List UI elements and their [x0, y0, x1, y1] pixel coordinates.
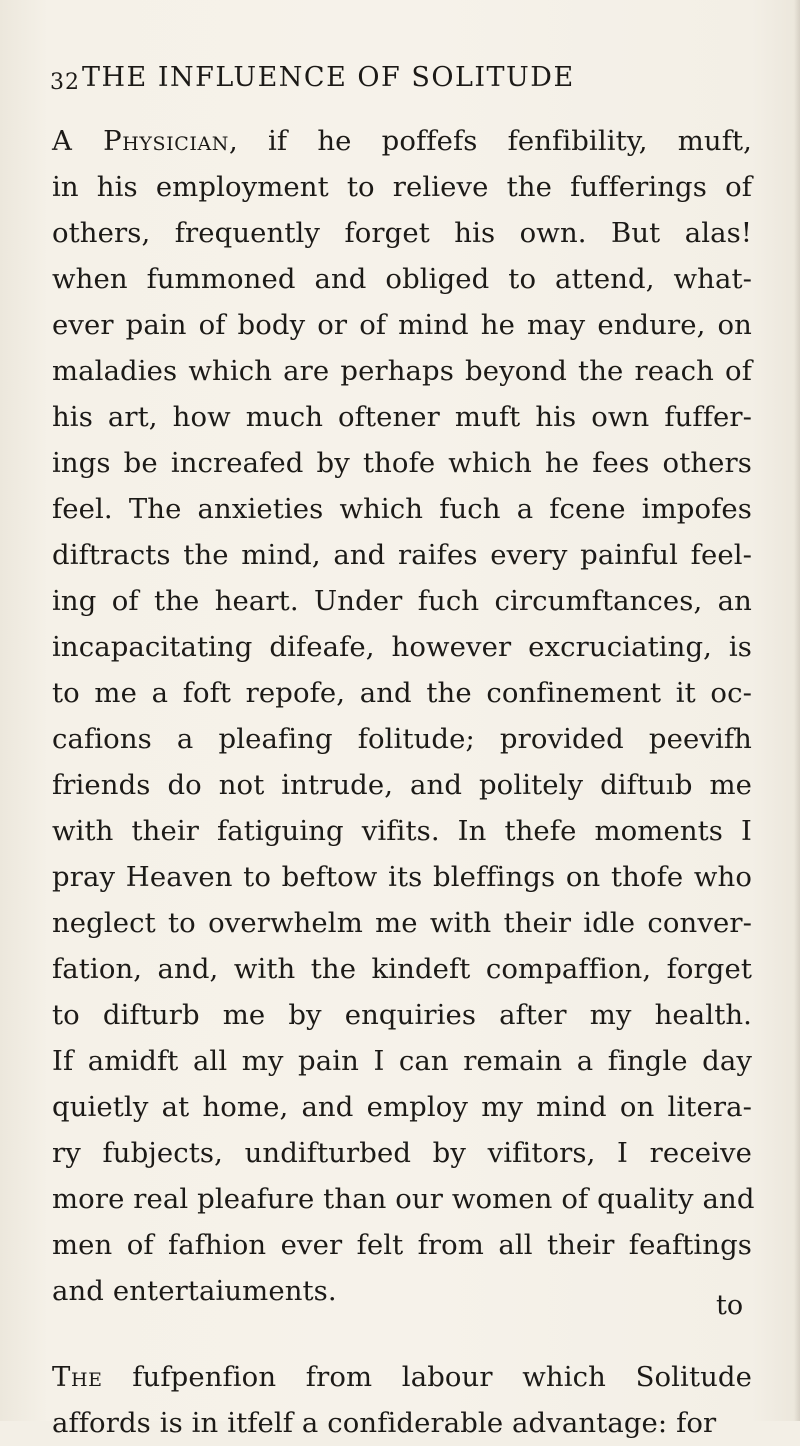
text-line: in his employment to relieve the fufferings of: [52, 171, 752, 203]
text-line: maladies which are perhaps beyond the reach of: [52, 355, 752, 387]
text-line: affords is in itfelf a confiderable advantage: for: [52, 1407, 717, 1439]
paragraph-gap: [52, 1314, 752, 1354]
small-caps-lead: The: [52, 1361, 103, 1393]
text-line: ing of the heart. Under fuch circumftances, an: [52, 585, 752, 617]
page-number: 32: [50, 70, 80, 95]
text-line: The fufpenfion from labour which Solitude: [52, 1361, 752, 1393]
text-line: when fummoned and obliged to attend, what-: [52, 263, 752, 295]
text-line: with their fatiguing vifits. In thefe moments I: [52, 815, 752, 847]
text-line: A Physician, if he poffefs fenfibility, muft,: [52, 125, 752, 157]
text-line: ings be increafed by thofe which he fees others: [52, 447, 752, 479]
text-line: neglect to overwhelm me with their idle conver-: [52, 907, 752, 939]
text-line: to difturb me by enquiries after my health.: [52, 999, 752, 1031]
text-line: pray Heaven to beftow its bleffings on thofe who: [52, 861, 752, 893]
page-edge-shadow: [794, 0, 800, 1421]
body-text: [52, 118, 755, 1446]
text-line: to me a foft repofe, and the confinement it oc-: [52, 677, 752, 709]
text-line: others, frequently forget his own. But alas!: [52, 217, 752, 249]
text-line: quietly at home, and employ my mind on litera-: [52, 1091, 752, 1123]
running-title: THE INFLUENCE OF SOLITUDE: [82, 62, 575, 93]
text-line: diftracts the mind, and raifes every painful feel-: [52, 539, 752, 571]
text-line: If amidft all my pain I can remain a fingle day: [52, 1045, 752, 1077]
text-line: men of fafhion ever felt from all their feaftings: [52, 1229, 752, 1261]
text-line: friends do not intrude, and politely diftuıb me: [52, 769, 752, 801]
small-caps-lead: A Physician: [52, 125, 230, 157]
catchword: to: [716, 1290, 744, 1321]
text-line: ry fubjects, undifturbed by vifitors, I receive: [52, 1137, 752, 1169]
text-line: fation, and, with the kindeft compaffion, forget: [52, 953, 752, 985]
text-line: feel. The anxieties which fuch a fcene impofes: [52, 493, 752, 525]
text-line: incapacitating difeafe, however excruciating, is: [52, 631, 752, 663]
text-line: more real pleafure than our women of quality and: [52, 1183, 755, 1215]
text-line: ever pain of body or of mind he may endure, on: [52, 309, 752, 341]
paragraph-2: [52, 1354, 752, 1446]
text-line: his art, how much oftener muft his own fuffer-: [52, 401, 752, 433]
paragraph-1: [52, 118, 755, 1314]
running-head: [50, 62, 750, 102]
text-line: cafions a pleafing folitude; provided peevifh: [52, 723, 752, 755]
text-line: and entertaiuments.: [52, 1275, 337, 1307]
